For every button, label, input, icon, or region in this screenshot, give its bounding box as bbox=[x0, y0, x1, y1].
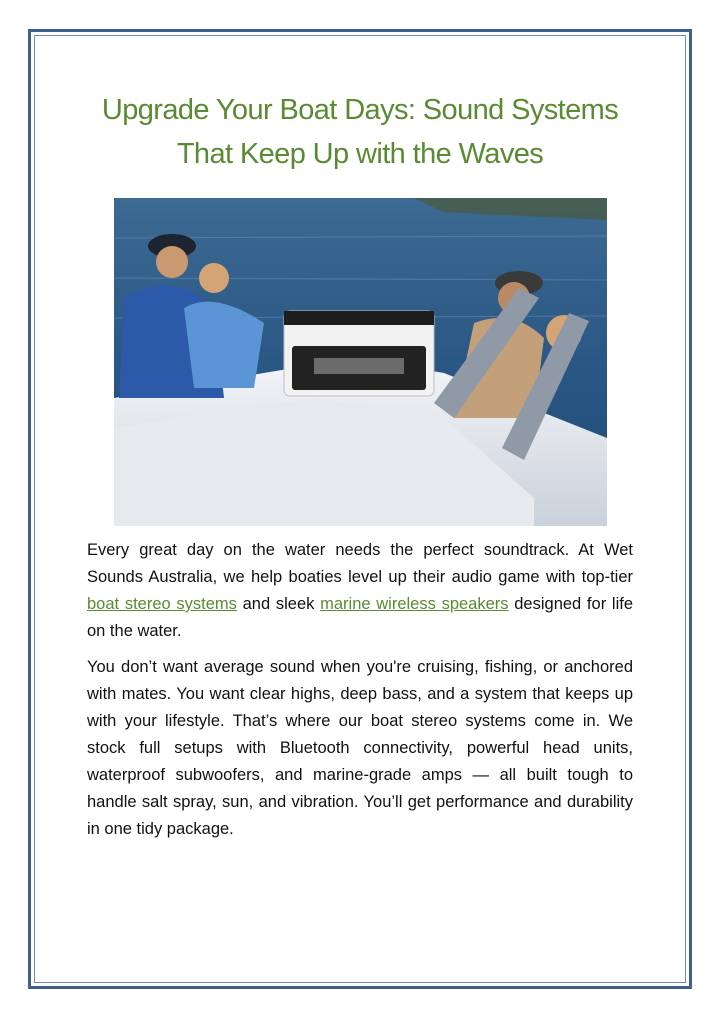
paragraph-1-text-c: designed for life on the water. bbox=[87, 595, 633, 640]
article-body bbox=[87, 537, 633, 852]
paragraph-1-text-a: Every great day on the water needs the perfect soundtrack. At Wet Sounds Australia, we help boaties level up their audio game with top-tier bbox=[87, 541, 633, 586]
page-title bbox=[60, 88, 660, 176]
paragraph-1 bbox=[87, 537, 633, 645]
boat-stereo-systems-link[interactable]: boat stereo systems bbox=[87, 595, 237, 613]
paragraph-1-text-b: and sleek bbox=[236, 595, 321, 613]
title-line-1: Upgrade Your Boat Days: Sound Systems bbox=[101, 94, 619, 126]
marine-wireless-speakers-link[interactable]: marine wireless speakers bbox=[320, 595, 509, 613]
boat-family-photo bbox=[114, 198, 607, 526]
paragraph-2: You don’t want average sound when you're cruising, fishing, or anchored with mates. You want clear highs, deep bass, and a system that keeps up with your lifestyle. That’s where our boat stereo systems come in. We stock full setups with Bluetooth connectivity, powerful head units, waterproof subwoofers, and marine-grade amps — all built tough to handle salt spray, sun, and vibration. You’ll get performance and durability in one tidy package. bbox=[87, 658, 633, 838]
title-line-2: That Keep Up with the Waves bbox=[176, 138, 544, 170]
